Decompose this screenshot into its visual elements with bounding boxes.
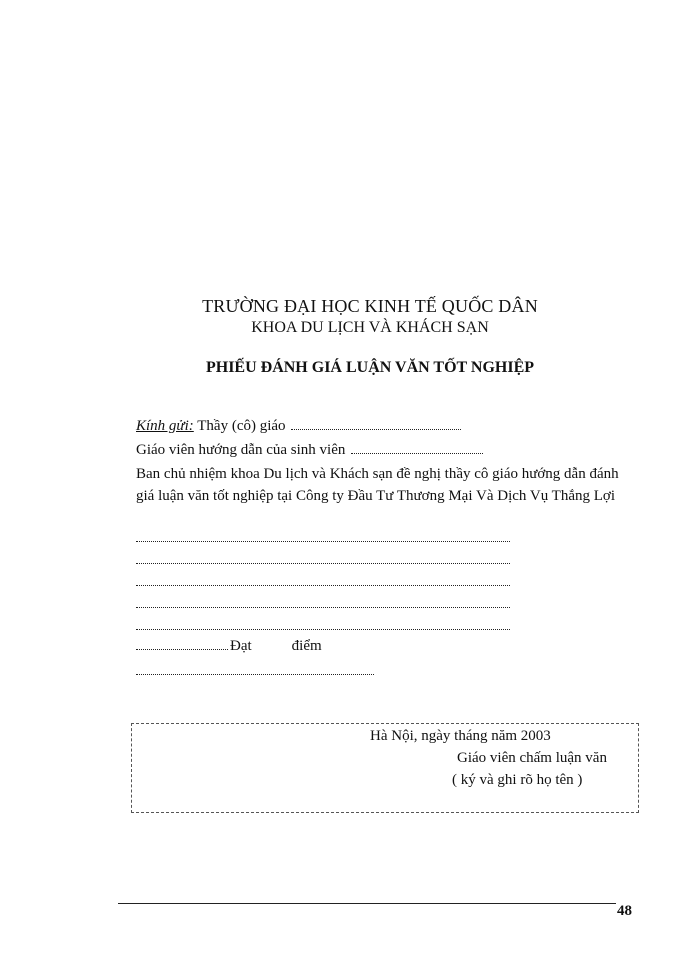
comment-line-2 bbox=[136, 563, 510, 564]
signature-box bbox=[131, 723, 639, 813]
signature-note: ( ký và ghi rõ họ tên ) bbox=[452, 772, 583, 788]
comment-line-5 bbox=[136, 629, 510, 630]
footer-rule bbox=[118, 903, 616, 904]
request-paragraph: Ban chủ nhiệm khoa Du lịch và Khách sạn đề nghị thầy cô giáo hướng dẫn đánh giá luận văn tốt nghiệp tại Công ty Đầu Tư Thương Mại Và Dịch Vụ Thắng Lợi bbox=[136, 466, 619, 504]
addressee-text: Thầy (cô) giáo bbox=[193, 418, 286, 434]
score-blank bbox=[136, 649, 228, 650]
addressee-blank bbox=[291, 429, 461, 430]
advisor-line bbox=[136, 442, 483, 459]
final-dotted-line bbox=[136, 674, 374, 675]
comment-line-1 bbox=[136, 541, 510, 542]
signer-role: Giáo viên chấm luận văn bbox=[457, 750, 607, 766]
score-unit: điểm bbox=[291, 638, 322, 654]
addressee-label: Kính gửi: bbox=[136, 418, 194, 434]
addressee-line bbox=[136, 418, 461, 435]
advisor-text: Giáo viên hướng dẫn của sinh viên bbox=[136, 442, 346, 458]
page-number: 48 bbox=[617, 903, 632, 919]
school-name: TRƯỜNG ĐẠI HỌC KINH TẾ QUỐC DÂN bbox=[202, 296, 538, 316]
score-line bbox=[136, 638, 322, 655]
place-date: Hà Nội, ngày tháng năm 2003 bbox=[370, 728, 551, 744]
advisor-blank bbox=[351, 453, 483, 454]
score-label: Đạt bbox=[230, 638, 252, 654]
comment-line-3 bbox=[136, 585, 510, 586]
form-title: PHIẾU ĐÁNH GIÁ LUẬN VĂN TỐT NGHIỆP bbox=[205, 359, 535, 376]
faculty-name: KHOA DU LỊCH VÀ KHÁCH SẠN bbox=[251, 319, 489, 336]
comment-line-4 bbox=[136, 607, 510, 608]
